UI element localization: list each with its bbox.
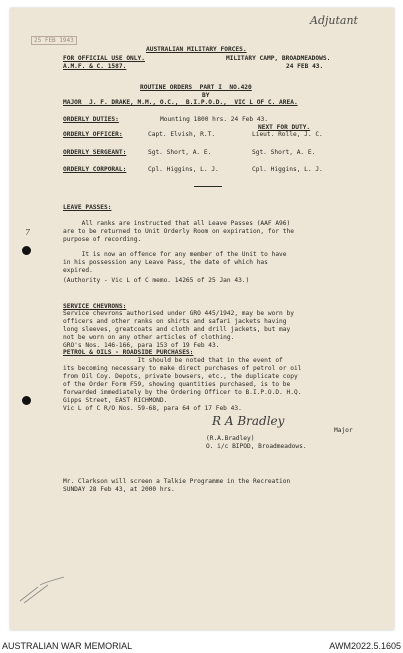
leave-p1-line-2: are to be returned to Unit Orderly Room on expiration, for the	[63, 228, 294, 235]
duty-label-orderly-corporal: ORDERLY CORPORAL:	[63, 166, 127, 173]
pencil-scribble	[18, 575, 66, 605]
leave-authority: (Authority - Vic L of C memo. 14265 of 25 Jan 43.)	[63, 277, 250, 284]
leave-p1-line-1: All ranks are instructed that all Leave Passes (AAF A96)	[63, 220, 291, 227]
leave-p2-line-1: It is now an offence for any member of the Unit to have	[63, 251, 287, 258]
petrol-heading: PETROL & OILS - ROADSIDE PURCHASES:	[63, 349, 194, 356]
official-use: FOR OFFICIAL USE ONLY.	[63, 55, 145, 62]
notice-line-1: Mr. Clarkson will screen a Talkie Programme in the Recreation	[63, 478, 291, 485]
petrol-line-2: its becoming necessary to make direct purchases of petrol or oil	[63, 365, 302, 372]
orders-title: ROUTINE ORDERS PART I NO.420	[140, 84, 252, 91]
notice-line-2: SUNDAY 28 Feb 43, at 2000 hrs.	[63, 486, 175, 493]
leave-p2-line-2: in his possession any Leave Pass, the date of which has	[63, 259, 268, 266]
leave-heading: LEAVE PASSES:	[63, 204, 112, 211]
signoff-position: O. i/c BIPOD, Broadmeadows.	[206, 443, 307, 450]
next-for-duty-heading: NEXT FOR DUTY.	[258, 124, 311, 131]
signoff-name: (R.A.Bradley)	[206, 435, 255, 442]
leave-p1-line-3: purpose of recording.	[63, 236, 142, 243]
petrol-line-4: of the Order Form F59, showing quantities purchased, is to be	[63, 381, 291, 388]
duty-label-orderly-duties: ORDERLY DUTIES:	[63, 116, 119, 123]
chevrons-line-1: Service chevrons authorised under GRO 445/1942, may be worn by	[63, 310, 294, 317]
org-heading: AUSTRALIAN MILITARY FORCES.	[146, 46, 247, 53]
petrol-line-6: Gipps Street, EAST RICHMOND.	[63, 397, 168, 404]
orders-by: BY	[202, 92, 210, 99]
chevrons-heading: SERVICE CHEVRONS:	[63, 303, 127, 310]
duty-next-orderly-sergeant: Sgt. Short, A. E.	[252, 149, 316, 156]
duty-label-orderly-officer: ORDERLY OFFICER:	[63, 131, 123, 138]
chevrons-line-5: GRO's Nos. 146-166, para 153 of 19 Feb 43.	[63, 342, 220, 349]
duty-next-orderly-officer: Lieut. Rolle, J. C.	[252, 131, 323, 138]
footer-accession-number: AWM2022.5.1605	[329, 641, 401, 651]
duty-label-orderly-sergeant: ORDERLY SERGEANT:	[63, 149, 127, 156]
camp-name: MILITARY CAMP, BROADMEADOWS.	[226, 55, 331, 62]
signature: R A Bradley	[212, 414, 285, 428]
duty-current-orderly-corporal: Cpl. Higgins, L. J.	[148, 166, 219, 173]
punch-hole-bottom	[22, 396, 31, 405]
duty-current-orderly-officer: Capt. Elvish, R.T.	[148, 131, 216, 138]
date-stamp: 25 FEB 1943	[31, 36, 77, 45]
petrol-line-3: from Oil Coy. Depots, private bowsers, etc., the duplicate copy	[63, 373, 298, 380]
duty-current-orderly-sergeant: Sgt. Short, A. E.	[148, 149, 212, 156]
footer-bar	[0, 638, 403, 653]
footer-institution: AUSTRALIAN WAR MEMORIAL	[2, 641, 133, 651]
reference-number: A.M.F. & C. 1587.	[63, 63, 127, 70]
chevrons-line-2: officers and other ranks on shirts and safari jackets having	[63, 318, 287, 325]
section-divider	[194, 186, 222, 187]
margin-mark: 7	[25, 228, 31, 237]
leave-p2-line-3: expired.	[63, 267, 93, 274]
chevrons-line-3: long sleeves, greatcoats and cloth and drill jackets, but may	[63, 326, 291, 333]
petrol-line-5: forwarded immediately by the Ordering Officer to B.I.P.O.D. H.Q.	[63, 389, 302, 396]
duty-current-orderly-duties: Mounting 1800 hrs. 24 Feb 43.	[160, 116, 269, 123]
chevrons-line-4: not be worn on any other articles of clothing.	[63, 334, 235, 341]
petrol-line-7: Vic L of C R/O Nos. 59-68, para 64 of 17 Feb 43.	[63, 405, 242, 412]
duty-next-orderly-corporal: Cpl. Higgins, L. J.	[252, 166, 323, 173]
orders-issuer: MAJOR J. F. DRAKE, M.M., O.C., B.I.P.O.D., VIC L OF C. AREA.	[63, 99, 298, 106]
header-date: 24 FEB 43.	[286, 63, 324, 70]
petrol-line-1: It should be noted that in the event of	[63, 357, 283, 364]
signoff-rank: Major	[334, 427, 353, 434]
punch-hole-top	[22, 246, 31, 255]
handwritten-adjutant: Adjutant	[310, 14, 358, 27]
